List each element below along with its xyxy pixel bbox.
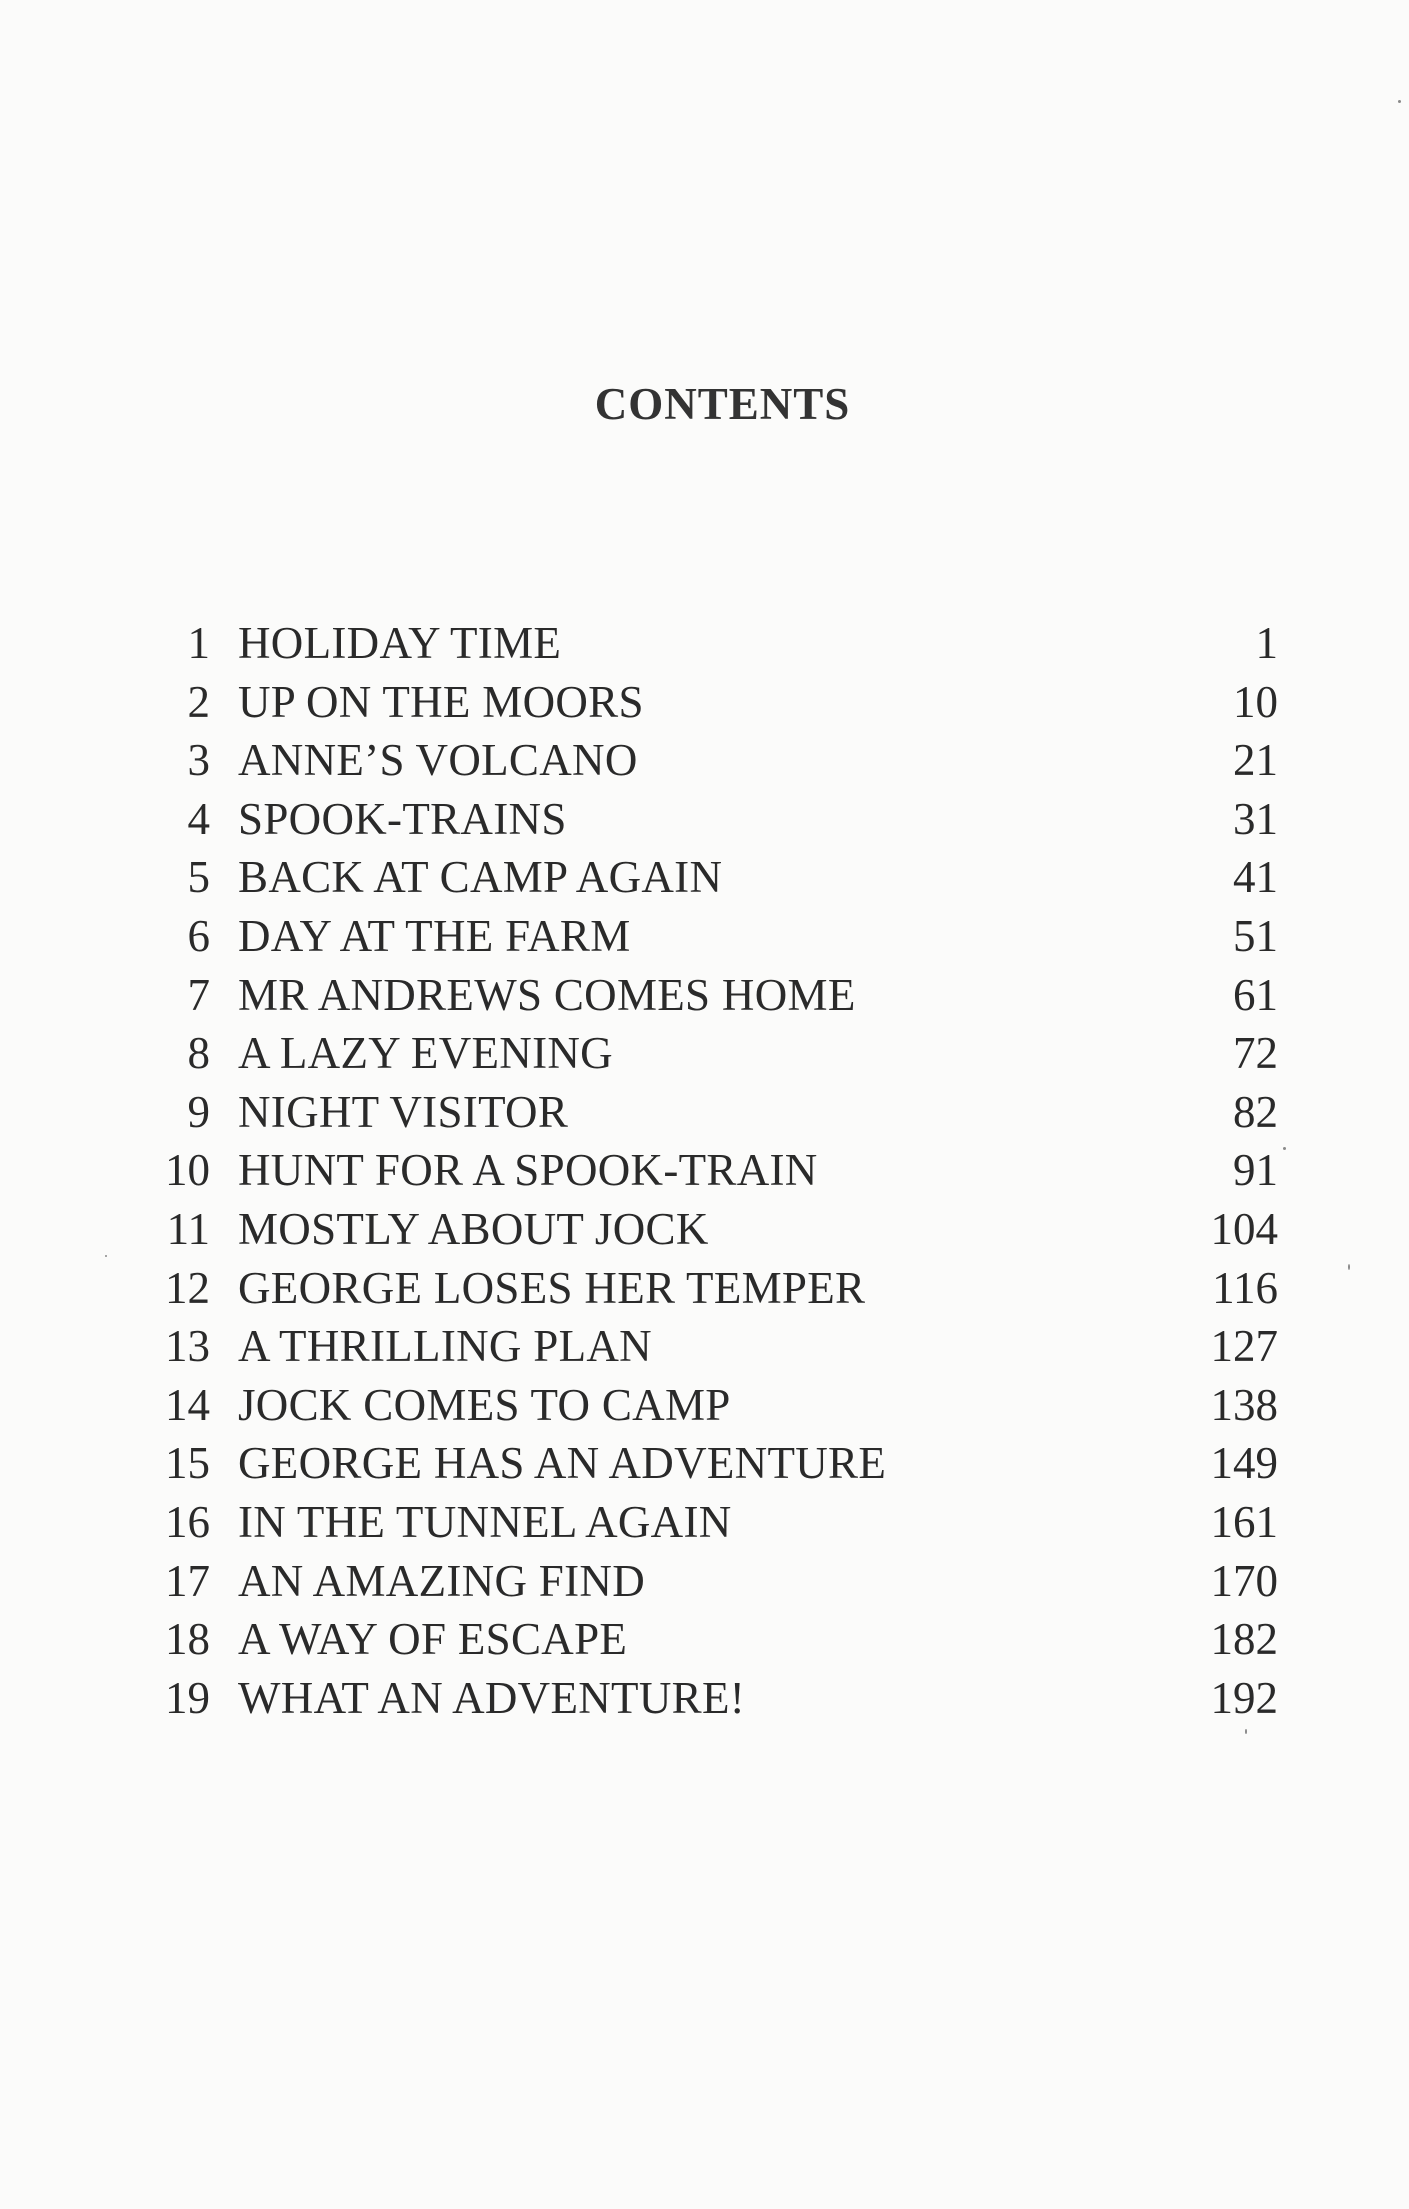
chapter-page-number: 161: [1210, 1496, 1278, 1547]
chapter-title: BACK AT CAMP AGAIN: [238, 852, 723, 903]
toc-row: [160, 907, 1278, 966]
chapter-number: 5: [187, 852, 210, 903]
toc-row: [160, 1024, 1278, 1083]
chapter-page-number: 192: [1210, 1672, 1278, 1723]
chapter-page-number: 21: [1233, 735, 1278, 786]
chapter-page-number: 104: [1210, 1203, 1278, 1254]
chapter-title: HUNT FOR A SPOOK-TRAIN: [238, 1145, 818, 1196]
table-of-contents: [160, 614, 1278, 1727]
chapter-page-number: 182: [1210, 1614, 1278, 1665]
chapter-title: GEORGE HAS AN ADVENTURE: [238, 1438, 887, 1489]
chapter-page-number: 91: [1233, 1145, 1278, 1196]
toc-row: [160, 1493, 1278, 1552]
chapter-page-number: 10: [1233, 676, 1278, 727]
toc-row: [160, 1669, 1278, 1728]
chapter-number: 3: [187, 735, 210, 786]
chapter-page-number: 1: [1255, 618, 1278, 668]
chapter-page-number: 170: [1210, 1555, 1278, 1606]
chapter-page-number: 116: [1212, 1262, 1278, 1313]
toc-row: [160, 1141, 1278, 1200]
chapter-title: ANNE’S VOLCANO: [238, 735, 638, 786]
chapter-title: GEORGE LOSES HER TEMPER: [238, 1262, 866, 1313]
chapter-page-number: 51: [1233, 910, 1278, 961]
chapter-number: 9: [187, 1086, 210, 1137]
chapter-page-number: 127: [1210, 1321, 1278, 1372]
chapter-title: JOCK COMES TO CAMP: [238, 1379, 731, 1430]
chapter-number: 2: [187, 676, 210, 727]
chapter-number: 1: [187, 618, 210, 668]
chapter-page-number: 61: [1233, 969, 1278, 1020]
chapter-title: WHAT AN ADVENTURE!: [238, 1672, 746, 1723]
chapter-title: A THRILLING PLAN: [238, 1321, 652, 1372]
scan-speck: [105, 1255, 107, 1257]
chapter-number: 16: [165, 1496, 210, 1547]
chapter-number: 15: [165, 1438, 210, 1489]
toc-row: [160, 1083, 1278, 1142]
chapter-number: 17: [165, 1555, 210, 1606]
chapter-page-number: 138: [1210, 1379, 1278, 1430]
toc-row: [160, 966, 1278, 1025]
toc-row: [160, 1259, 1278, 1318]
toc-row: [160, 1552, 1278, 1611]
chapter-number: 4: [187, 793, 210, 844]
chapter-number: 10: [165, 1145, 210, 1196]
chapter-number: 11: [166, 1203, 210, 1254]
toc-row: [160, 1376, 1278, 1435]
chapter-page-number: 41: [1233, 852, 1278, 903]
chapter-page-number: 149: [1210, 1438, 1278, 1489]
chapter-page-number: 82: [1233, 1086, 1278, 1137]
toc-row: [160, 673, 1278, 732]
chapter-number: 18: [165, 1614, 210, 1665]
toc-row: [160, 1317, 1278, 1376]
chapter-number: 8: [187, 1028, 210, 1079]
chapter-title: SPOOK-TRAINS: [238, 793, 567, 844]
toc-row: [160, 1434, 1278, 1493]
chapter-title: A LAZY EVENING: [238, 1028, 613, 1079]
chapter-number: 12: [165, 1262, 210, 1313]
chapter-title: A WAY OF ESCAPE: [238, 1614, 628, 1665]
chapter-number: 7: [187, 969, 210, 1020]
chapter-title: MOSTLY ABOUT JOCK: [238, 1203, 709, 1254]
chapter-title: MR ANDREWS COMES HOME: [238, 969, 856, 1020]
toc-row: [160, 614, 1278, 673]
scan-speck: [1348, 1264, 1350, 1270]
chapter-title: HOLIDAY TIME: [238, 618, 562, 668]
chapter-title: IN THE TUNNEL AGAIN: [238, 1496, 732, 1547]
chapter-title: NIGHT VISITOR: [238, 1086, 569, 1137]
chapter-title: AN AMAZING FIND: [238, 1555, 645, 1606]
scan-speck: [1283, 1147, 1286, 1150]
chapter-page-number: 72: [1233, 1028, 1278, 1079]
scan-speck: [1398, 100, 1401, 103]
page-title: CONTENTS: [594, 379, 851, 429]
toc-row: [160, 1610, 1278, 1669]
chapter-number: 14: [165, 1379, 210, 1430]
chapter-title: DAY AT THE FARM: [238, 910, 631, 961]
toc-row: [160, 790, 1278, 849]
chapter-title: UP ON THE MOORS: [238, 676, 644, 727]
chapter-number: 13: [165, 1321, 210, 1372]
toc-row: [160, 848, 1278, 907]
toc-row: [160, 1200, 1278, 1259]
toc-row: [160, 731, 1278, 790]
chapter-page-number: 31: [1233, 793, 1278, 844]
chapter-number: 6: [187, 910, 210, 961]
chapter-number: 19: [165, 1672, 210, 1723]
scan-speck: [1245, 1729, 1247, 1734]
